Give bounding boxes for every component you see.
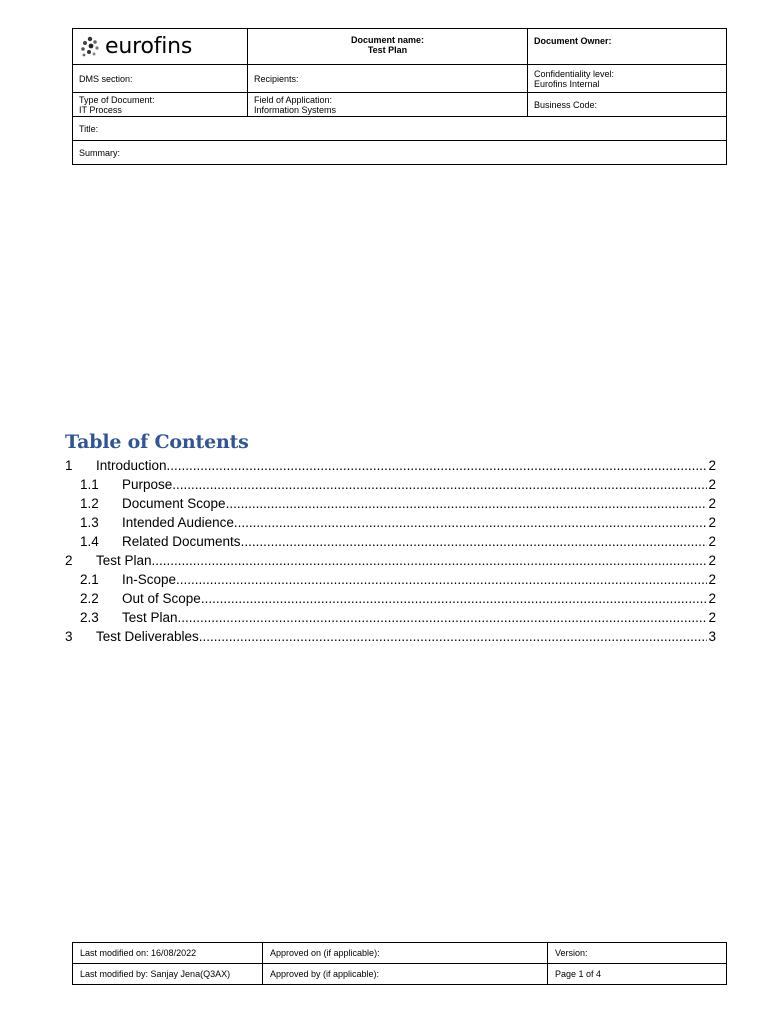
confidentiality-cell <box>528 65 727 93</box>
eurofins-dots-icon <box>79 36 101 58</box>
toc-entry[interactable] <box>65 627 716 646</box>
last-modified-on: Last modified on: 16/08/2022 <box>80 948 197 958</box>
field-of-application-label: Field of Application: <box>254 94 333 105</box>
toc-entry-page: 2 <box>708 477 716 492</box>
toc-dot-leader <box>167 456 708 475</box>
toc-title: Table of Contents <box>65 431 249 453</box>
toc-entry[interactable] <box>65 532 716 551</box>
title-label: Title: <box>79 123 99 134</box>
approved-on: Approved on (if applicable): <box>270 948 380 958</box>
logo-cell <box>73 29 248 65</box>
title-cell <box>73 117 727 141</box>
toc-entry-page: 2 <box>708 515 716 530</box>
toc-entry-number: 1.3 <box>80 515 99 530</box>
summary-cell <box>73 141 727 165</box>
document-header-table <box>72 28 727 165</box>
dms-section-cell <box>73 65 248 93</box>
business-code-cell <box>528 93 727 117</box>
approved-by-cell <box>263 964 548 985</box>
toc-entry-number: 2.3 <box>80 610 99 625</box>
toc-dot-leader <box>178 608 708 627</box>
toc-entry[interactable] <box>65 456 716 475</box>
confidentiality-label: Confidentiality level: <box>534 68 615 79</box>
recipients-label: Recipients: <box>254 73 299 84</box>
toc-entry-label[interactable]: In-Scope <box>122 572 177 587</box>
toc-entry-page: 3 <box>708 629 716 644</box>
document-owner-label: Document Owner: <box>534 36 612 46</box>
toc-entry[interactable] <box>65 475 716 494</box>
toc-entry-label[interactable]: Test Deliverables <box>96 629 199 644</box>
toc-entry[interactable] <box>65 494 716 513</box>
toc-entry-label[interactable]: Purpose <box>122 477 173 492</box>
toc-entry[interactable] <box>65 589 716 608</box>
logo-text: eurofins <box>105 33 193 59</box>
field-of-application-value: Information Systems <box>254 104 337 115</box>
field-of-application-cell <box>248 93 528 117</box>
toc-dot-leader <box>152 551 708 570</box>
last-modified-by: Last modified by: Sanjay Jena(Q3AX) <box>80 969 231 979</box>
toc-entry-label[interactable]: Test Plan <box>122 610 178 625</box>
last-modified-by-cell <box>73 964 263 985</box>
toc-entry-label[interactable]: Out of Scope <box>122 591 201 606</box>
document-owner-cell <box>528 29 727 65</box>
toc-entry-number: 1.1 <box>80 477 99 492</box>
toc-entry[interactable] <box>65 513 716 532</box>
approved-on-cell <box>263 943 548 964</box>
toc-dot-leader <box>226 494 708 513</box>
summary-label: Summary: <box>79 147 121 158</box>
document-type-value: IT Process <box>79 104 122 115</box>
toc-dot-leader <box>234 513 708 532</box>
toc-entry-number: 2.2 <box>80 591 99 606</box>
toc-entry-page: 2 <box>708 553 716 568</box>
toc-dot-leader <box>201 589 708 608</box>
toc-entry-label[interactable]: Test Plan <box>96 553 152 568</box>
toc-entry-number: 2.1 <box>80 572 99 587</box>
toc-entry-label[interactable]: Document Scope <box>122 496 226 511</box>
toc-entry-page: 2 <box>708 534 716 549</box>
recipients-cell <box>248 65 528 93</box>
toc-entry[interactable] <box>65 570 716 589</box>
toc-entry-page: 2 <box>708 458 716 473</box>
approved-by: Approved by (if applicable): <box>270 969 380 979</box>
eurofins-logo <box>79 33 241 59</box>
document-type-label: Type of Document: <box>79 94 155 105</box>
document-footer-table <box>72 942 727 985</box>
business-code-label: Business Code: <box>534 99 598 110</box>
toc-entry[interactable] <box>65 608 716 627</box>
toc-dot-leader <box>172 475 707 494</box>
toc-entry-number: 3 <box>65 629 73 644</box>
table-of-contents <box>65 456 716 646</box>
toc-entry-page: 2 <box>708 610 716 625</box>
toc-entry-number: 1.2 <box>80 496 99 511</box>
toc-entry-number: 1 <box>65 458 73 473</box>
toc-dot-leader <box>199 627 708 646</box>
version-cell <box>548 943 727 964</box>
toc-entry-page: 2 <box>708 591 716 606</box>
toc-entry-page: 2 <box>708 496 716 511</box>
page-number: Page 1 of 4 <box>555 969 602 979</box>
document-type-cell <box>73 93 248 117</box>
toc-entry-number: 1.4 <box>80 534 99 549</box>
toc-dot-leader <box>241 532 708 551</box>
version: Version: <box>555 948 588 958</box>
page-number-cell <box>548 964 727 985</box>
toc-entry-label[interactable]: Related Documents <box>122 534 241 549</box>
toc-entry-label[interactable]: Introduction <box>96 458 167 473</box>
toc-entry-label[interactable]: Intended Audience <box>122 515 234 530</box>
toc-entry-page: 2 <box>708 572 716 587</box>
last-modified-on-cell <box>73 943 263 964</box>
toc-dot-leader <box>176 570 707 589</box>
confidentiality-value: Eurofins Internal <box>534 78 600 89</box>
toc-entry[interactable] <box>65 551 716 570</box>
document-name-cell <box>248 29 528 65</box>
dms-section-label: DMS section: <box>79 73 133 84</box>
document-name-label: Document name: <box>350 35 424 45</box>
toc-entry-number: 2 <box>65 553 73 568</box>
document-name-value: Test Plan <box>367 45 408 55</box>
